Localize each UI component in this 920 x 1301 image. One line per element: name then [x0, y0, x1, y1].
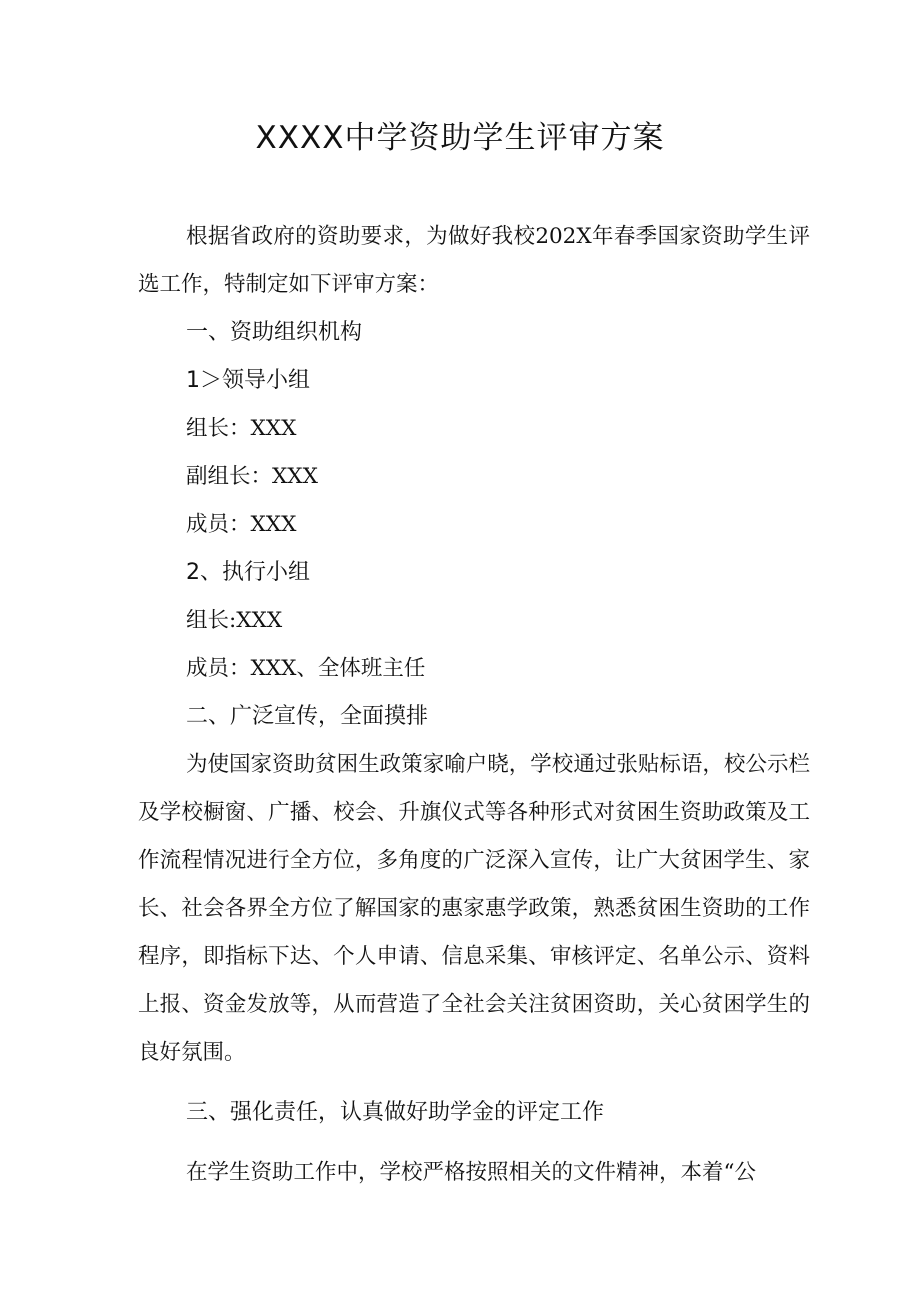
paragraph-spacer — [138, 1137, 810, 1149]
leadership-leader: 组长：XXX — [186, 416, 297, 441]
publicity-paragraph: 为使国家资助贫困生政策家喻户晓，学校通过张贴标语，校公示栏及学校橱窗、广播、校会、升旗仪式等各种形式对贫困生资助政策及工作流程情况进行全方位，多角度的广泛深入宣传，让广大贫困学生、家长、社会各界全方位了解国家的惠家惠学政策，熟悉贫困生资助的工作程序，即指标下达、个人申请、信息采集、审核评定、名单公示、资料上报、资金发放等，从而营造了全社会关注贫困资助，关心贫困学生的良好氛围。 — [138, 752, 810, 1065]
subheading-execution-group: 2、执行小组 — [186, 560, 310, 585]
subheading-leadership-group: 1＞领导小组 — [186, 368, 310, 393]
section-heading-responsibility: 三、强化责任，认真做好助学金的评定工作 — [186, 1100, 605, 1125]
leadership-vice-leader: 副组长：XXX — [186, 464, 318, 489]
leadership-members: 成员：XXX — [186, 512, 297, 537]
section-heading-publicity: 二、广泛宣传，全面摸排 — [186, 704, 429, 729]
execution-members: 成员：XXX、全体班主任 — [186, 656, 426, 681]
section-heading-organization: 一、资助组织机构 — [186, 320, 363, 345]
paragraph-spacer — [138, 1077, 810, 1089]
document-title: XXXX中学资助学生评审方案 — [255, 120, 665, 156]
document-body — [138, 213, 810, 1197]
responsibility-paragraph: 在学生资助工作中，学校严格按照相关的文件精神，本着“公 — [186, 1160, 756, 1185]
intro-paragraph: 根据省政府的资助要求，为做好我校202X年春季国家资助学生评选工作，特制定如下评审方案： — [138, 224, 810, 297]
execution-leader: 组长:XXX — [186, 608, 283, 633]
